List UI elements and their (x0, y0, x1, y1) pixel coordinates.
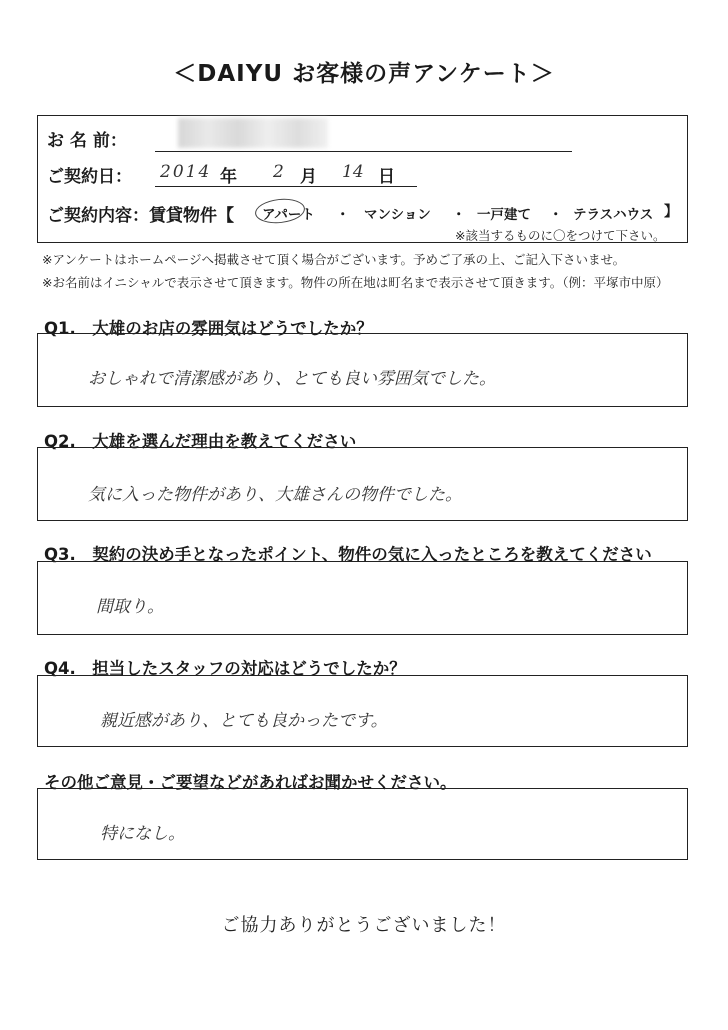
question-label: Q2. 大雄を選んだ理由を教えてください (44, 432, 357, 451)
year-unit: 年 (220, 167, 237, 187)
name-underline (155, 151, 572, 152)
option-mansion: マンション (364, 207, 431, 223)
question-label: その他ご意見・ご要望などがあればお聞かせください。 (44, 773, 457, 792)
option-terrace-house: テラスハウス (573, 207, 654, 223)
thanks-message: ご協力ありがとうございました！ (221, 915, 507, 936)
date-year: 2014 (160, 162, 212, 182)
option-apartment: アパート (262, 207, 315, 223)
question-label: Q1. 大雄のお店の雰囲気はどうでしたか？ (44, 319, 373, 338)
question-label: Q4. 担当したスタッフの対応はどうでしたか？ (44, 659, 406, 678)
answer-text: 間取り。 (96, 597, 164, 617)
date-month: 2 (273, 162, 284, 182)
month-unit: 月 (300, 167, 317, 187)
answer-text: 親近感があり、とても良かったです。 (100, 711, 388, 731)
contract-label: ご契約内容：賃貸物件【 (47, 206, 234, 226)
redacted-name (178, 118, 328, 148)
name-label: お 名 前： (47, 131, 127, 151)
option-separator: ・ (452, 207, 466, 223)
date-underline (155, 186, 417, 187)
answer-box (37, 561, 688, 635)
circle-note: ※該当するものに〇をつけて下さい。 (455, 228, 666, 243)
bracket-close: 】 (664, 204, 678, 220)
question-label: Q3. 契約の決め手となったポイント、物件の気に入ったところを教えてください (44, 545, 652, 564)
date-day: 14 (342, 162, 364, 182)
page-title: ＜DAIYU お客様の声アンケート＞ (173, 61, 555, 87)
option-separator: ・ (549, 207, 563, 223)
answer-text: 気に入った物件があり、大雄さんの物件でした。 (88, 485, 462, 505)
answer-box (37, 447, 688, 521)
answer-box (37, 788, 688, 860)
answer-box (37, 333, 688, 407)
notice-line: ※アンケートはホームページへ掲載させて頂く場合がございます。予めご了承の上、ご記入下さいませ。 (42, 252, 626, 267)
option-detached-house: 一戸建て (477, 207, 531, 223)
answer-box (37, 675, 688, 747)
date-label: ご契約日： (47, 167, 132, 187)
notice-line: ※お名前はイニシャルで表示させて頂きます。物件の所在地は町名まで表示させて頂きます。（例：平塚市中原） (42, 275, 669, 290)
day-unit: 日 (378, 167, 395, 187)
option-separator: ・ (336, 207, 350, 223)
answer-text: おしゃれで清潔感があり、とても良い雰囲気でした。 (88, 369, 496, 389)
answer-text: 特になし。 (100, 824, 185, 844)
